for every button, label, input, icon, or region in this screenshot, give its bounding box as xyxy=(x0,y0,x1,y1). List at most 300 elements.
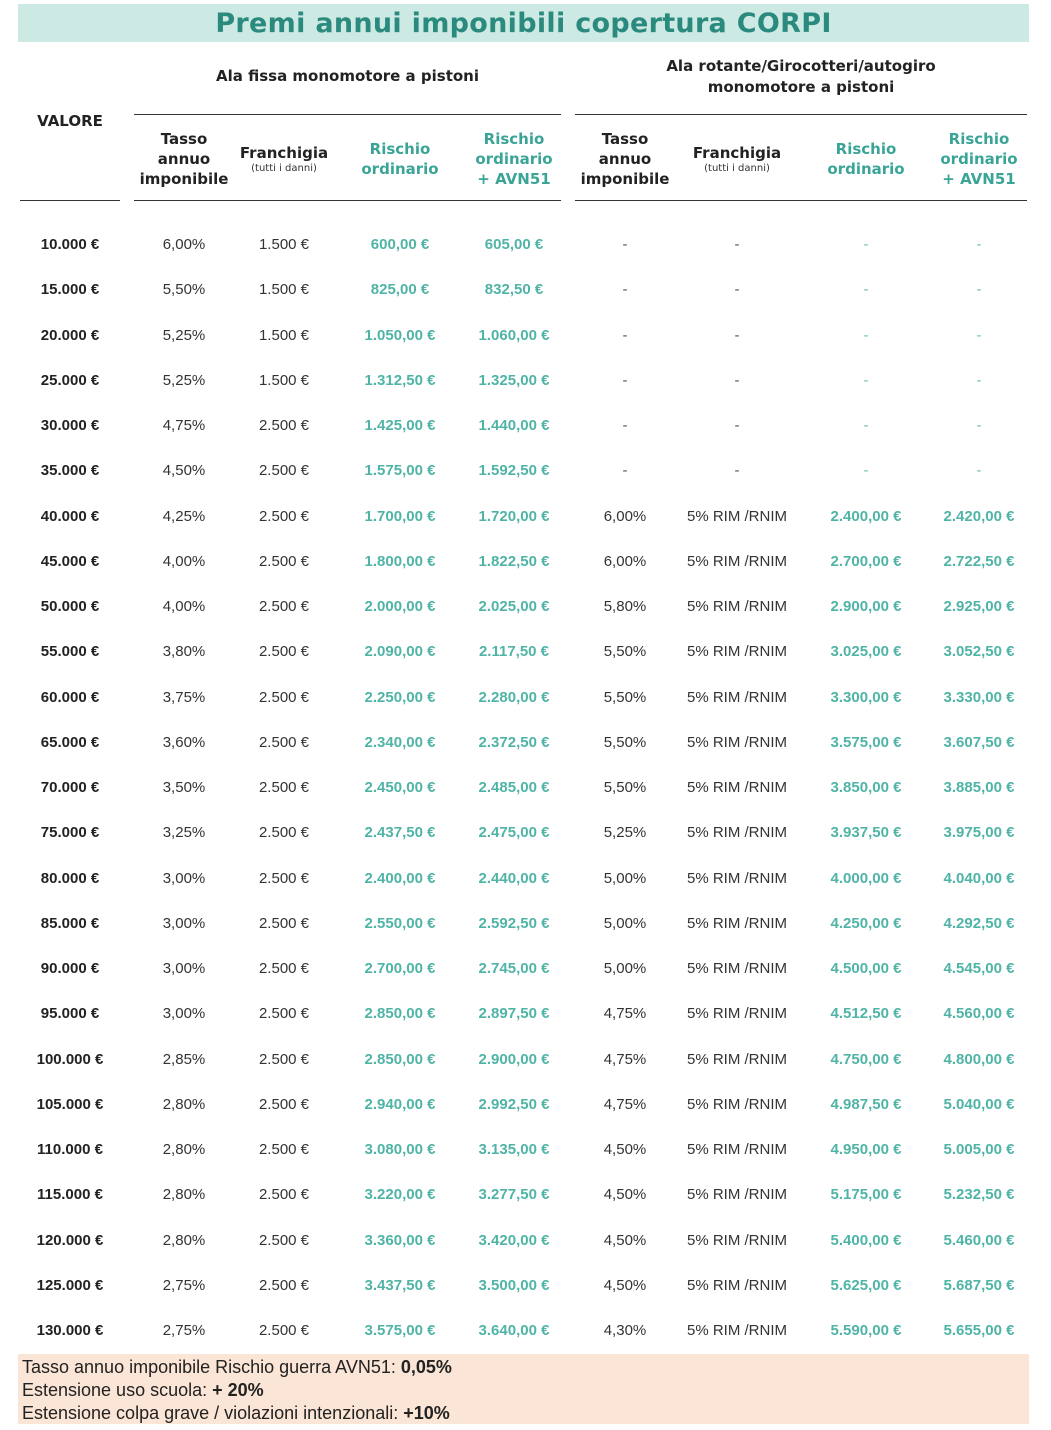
header-tasso-1-l2: annuo xyxy=(157,150,211,168)
cell-rischio-ala-rotante: 5.175,00 € xyxy=(830,1186,902,1204)
table-row xyxy=(0,222,1051,267)
header-tasso-1 xyxy=(134,126,234,192)
cell-franchigia-ala-fissa: 2.500 € xyxy=(258,1050,310,1068)
header-franchigia-1 xyxy=(234,126,334,192)
cell-rischio-ala-fissa: 3.080,00 € xyxy=(364,1141,436,1158)
cell-rischio-ala-fissa: 2.340,00 € xyxy=(364,733,436,751)
cell-rischio-ala-fissa: 1.800,00 € xyxy=(364,552,436,570)
note-value: +10% xyxy=(403,1403,450,1423)
table-row xyxy=(0,358,1051,403)
cell-franchigia-ala-fissa: 2.500 € xyxy=(258,552,310,570)
cell-avn51-ala-fissa: 1.440,00 € xyxy=(478,417,550,434)
cell-rischio-ala-fissa: 2.850,00 € xyxy=(364,1005,436,1023)
cell-tasso-ala-fissa: 4,00% xyxy=(162,552,206,570)
cell-avn51-ala-rotante: - xyxy=(976,236,982,253)
cell-rischio-ala-rotante: 5.590,00 € xyxy=(830,1322,902,1339)
cell-tasso-ala-fissa: 5,25% xyxy=(162,371,206,389)
cell-avn51-ala-fissa: 1.325,00 € xyxy=(478,371,550,389)
cell-rischio-ala-rotante: 5.625,00 € xyxy=(830,1276,902,1294)
cell-tasso-ala-fissa: 6,00% xyxy=(162,236,206,253)
cell-tasso-ala-fissa: 5,50% xyxy=(162,281,206,299)
cell-rischio-ala-rotante: 4.950,00 € xyxy=(830,1141,902,1158)
header-rischio-2-l2: ordinario xyxy=(827,160,905,178)
cell-tasso-ala-rotante: 5,80% xyxy=(603,598,647,615)
cell-tasso-ala-fissa: 5,25% xyxy=(162,326,206,344)
cell-avn51-ala-fissa: 1.822,50 € xyxy=(478,552,550,570)
cell-franchigia-ala-rotante: 5% RIM /RNIM xyxy=(686,869,787,887)
cell-tasso-ala-rotante: 6,00% xyxy=(603,507,647,525)
table-row xyxy=(0,313,1051,358)
table-row xyxy=(0,810,1051,855)
cell-tasso-ala-rotante: 4,50% xyxy=(603,1141,647,1158)
header-avn-1-l1: Rischio xyxy=(483,130,545,148)
cell-franchigia-ala-fissa: 2.500 € xyxy=(258,824,310,842)
cell-tasso-ala-rotante: 5,50% xyxy=(603,688,647,706)
note-line xyxy=(22,1379,1025,1402)
cell-rischio-ala-rotante: 4.250,00 € xyxy=(830,914,902,932)
cell-tasso-ala-rotante: 5,50% xyxy=(603,643,647,661)
cell-tasso-ala-fissa: 4,75% xyxy=(162,417,206,434)
cell-rischio-ala-rotante: 3.850,00 € xyxy=(830,779,902,796)
cell-tasso-ala-fissa: 3,25% xyxy=(162,824,206,842)
cell-tasso-ala-rotante: 5,25% xyxy=(603,824,647,842)
cell-rischio-ala-rotante: 2.700,00 € xyxy=(830,552,902,570)
cell-avn51-ala-fissa: 2.475,00 € xyxy=(478,824,550,842)
cell-franchigia-ala-rotante: 5% RIM /RNIM xyxy=(686,598,787,615)
table-row xyxy=(0,1172,1051,1217)
cell-tasso-ala-rotante: - xyxy=(622,462,628,480)
cell-avn51-ala-fissa: 3.277,50 € xyxy=(478,1186,550,1204)
cell-avn51-ala-rotante: 5.232,50 € xyxy=(943,1186,1015,1204)
cell-valore: 60.000 € xyxy=(40,688,100,706)
cell-avn51-ala-fissa: 605,00 € xyxy=(484,236,544,253)
cell-avn51-ala-rotante: - xyxy=(976,281,982,299)
cell-franchigia-ala-fissa: 2.500 € xyxy=(258,598,310,615)
cell-avn51-ala-fissa: 2.280,00 € xyxy=(478,688,550,706)
cell-avn51-ala-rotante: 5.460,00 € xyxy=(943,1231,1015,1249)
cell-tasso-ala-fissa: 2,80% xyxy=(162,1231,206,1249)
cell-franchigia-ala-rotante: 5% RIM /RNIM xyxy=(686,1095,787,1113)
cell-valore: 20.000 € xyxy=(40,326,100,344)
cell-avn51-ala-rotante: 5.040,00 € xyxy=(943,1095,1015,1113)
cell-valore: 80.000 € xyxy=(40,869,100,887)
cell-avn51-ala-fissa: 2.117,50 € xyxy=(478,643,550,661)
cell-franchigia-ala-rotante: 5% RIM /RNIM xyxy=(686,1231,787,1249)
header-tasso-1-l3: imponibile xyxy=(139,170,229,188)
cell-tasso-ala-fissa: 3,00% xyxy=(162,914,206,932)
header-tasso-2 xyxy=(575,126,675,192)
cell-tasso-ala-rotante: 4,75% xyxy=(603,1095,647,1113)
cell-avn51-ala-rotante: 5.687,50 € xyxy=(943,1276,1015,1294)
cell-franchigia-ala-fissa: 2.500 € xyxy=(258,688,310,706)
cell-tasso-ala-rotante: - xyxy=(622,236,628,253)
cell-valore: 25.000 € xyxy=(40,371,100,389)
divider-valore-bottom xyxy=(20,200,120,201)
cell-rischio-ala-fissa: 1.312,50 € xyxy=(364,371,436,389)
cell-tasso-ala-rotante: 4,75% xyxy=(603,1050,647,1068)
cell-avn51-ala-rotante: 5.005,00 € xyxy=(943,1141,1015,1158)
cell-rischio-ala-rotante: 4.512,50 € xyxy=(830,1005,902,1023)
header-avn-2-l3: + AVN51 xyxy=(942,170,1016,188)
header-tasso-1-l1: Tasso xyxy=(160,130,208,148)
cell-valore: 100.000 € xyxy=(36,1050,104,1068)
cell-avn51-ala-fissa: 832,50 € xyxy=(484,281,544,299)
cell-rischio-ala-rotante: 4.750,00 € xyxy=(830,1050,902,1068)
cell-avn51-ala-fissa: 2.485,00 € xyxy=(478,779,550,796)
header-franchigia-1-sub: (tutti i danni) xyxy=(251,163,317,174)
cell-tasso-ala-fissa: 3,75% xyxy=(162,688,206,706)
table-row xyxy=(0,1218,1051,1263)
cell-avn51-ala-rotante: 5.655,00 € xyxy=(943,1322,1015,1339)
cell-franchigia-ala-rotante: 5% RIM /RNIM xyxy=(686,643,787,661)
cell-rischio-ala-fissa: 3.575,00 € xyxy=(364,1322,436,1339)
cell-franchigia-ala-fissa: 2.500 € xyxy=(258,417,310,434)
cell-rischio-ala-fissa: 1.700,00 € xyxy=(364,507,436,525)
header-rischio-2-l1: Rischio xyxy=(835,140,897,158)
cell-tasso-ala-fissa: 2,80% xyxy=(162,1095,206,1113)
cell-avn51-ala-fissa: 3.420,00 € xyxy=(478,1231,550,1249)
cell-avn51-ala-fissa: 3.135,00 € xyxy=(478,1141,550,1158)
cell-avn51-ala-fissa: 2.745,00 € xyxy=(478,960,550,977)
cell-rischio-ala-rotante: 5.400,00 € xyxy=(830,1231,902,1249)
cell-rischio-ala-fissa: 2.700,00 € xyxy=(364,960,436,977)
cell-tasso-ala-rotante: - xyxy=(622,417,628,434)
header-tasso-2-l3: imponibile xyxy=(580,170,670,188)
header-tasso-2-l2: annuo xyxy=(598,150,652,168)
cell-rischio-ala-rotante: 2.900,00 € xyxy=(830,598,902,615)
table-row xyxy=(0,1263,1051,1308)
title-bar xyxy=(18,4,1029,42)
cell-valore: 85.000 € xyxy=(40,914,100,932)
cell-valore: 45.000 € xyxy=(40,552,100,570)
cell-franchigia-ala-fissa: 2.500 € xyxy=(258,1005,310,1023)
cell-tasso-ala-rotante: - xyxy=(622,281,628,299)
cell-franchigia-ala-rotante: 5% RIM /RNIM xyxy=(686,1276,787,1294)
cell-avn51-ala-fissa: 2.592,50 € xyxy=(478,914,550,932)
cell-avn51-ala-fissa: 1.720,00 € xyxy=(478,507,550,525)
cell-avn51-ala-rotante: - xyxy=(976,326,982,344)
cell-franchigia-ala-fissa: 2.500 € xyxy=(258,507,310,525)
cell-avn51-ala-rotante: 3.330,00 € xyxy=(943,688,1015,706)
cell-rischio-ala-rotante: - xyxy=(863,326,869,344)
cell-rischio-ala-fissa: 2.550,00 € xyxy=(364,914,436,932)
table-row xyxy=(0,1308,1051,1353)
cell-tasso-ala-rotante: - xyxy=(622,326,628,344)
cell-franchigia-ala-fissa: 2.500 € xyxy=(258,779,310,796)
cell-avn51-ala-fissa: 2.897,50 € xyxy=(478,1005,550,1023)
cell-rischio-ala-fissa: 3.220,00 € xyxy=(364,1186,436,1204)
cell-avn51-ala-rotante: 4.292,50 € xyxy=(943,914,1015,932)
header-avn-1-l3: + AVN51 xyxy=(477,170,551,188)
cell-valore: 10.000 € xyxy=(40,236,100,253)
table-row xyxy=(0,584,1051,629)
cell-avn51-ala-rotante: 4.800,00 € xyxy=(943,1050,1015,1068)
cell-rischio-ala-rotante: 3.575,00 € xyxy=(830,733,902,751)
cell-franchigia-ala-fissa: 2.500 € xyxy=(258,462,310,480)
cell-rischio-ala-rotante: 2.400,00 € xyxy=(830,507,902,525)
cell-franchigia-ala-rotante: 5% RIM /RNIM xyxy=(686,1050,787,1068)
table-row xyxy=(0,539,1051,584)
cell-rischio-ala-fissa: 2.400,00 € xyxy=(364,869,436,887)
cell-franchigia-ala-fissa: 1.500 € xyxy=(258,371,310,389)
cell-avn51-ala-fissa: 2.440,00 € xyxy=(478,869,550,887)
cell-franchigia-ala-rotante: - xyxy=(734,281,740,299)
cell-tasso-ala-fissa: 2,80% xyxy=(162,1186,206,1204)
cell-tasso-ala-fissa: 3,60% xyxy=(162,733,206,751)
cell-avn51-ala-rotante: - xyxy=(976,417,982,434)
table-row xyxy=(0,494,1051,539)
cell-franchigia-ala-rotante: 5% RIM /RNIM xyxy=(686,914,787,932)
cell-franchigia-ala-rotante: - xyxy=(734,462,740,480)
cell-franchigia-ala-fissa: 2.500 € xyxy=(258,869,310,887)
cell-franchigia-ala-fissa: 2.500 € xyxy=(258,1231,310,1249)
cell-franchigia-ala-fissa: 1.500 € xyxy=(258,236,310,253)
cell-avn51-ala-rotante: - xyxy=(976,371,982,389)
cell-franchigia-ala-rotante: - xyxy=(734,236,740,253)
cell-tasso-ala-fissa: 3,80% xyxy=(162,643,206,661)
note-line xyxy=(22,1356,1025,1379)
cell-rischio-ala-fissa: 2.850,00 € xyxy=(364,1050,436,1068)
cell-franchigia-ala-rotante: 5% RIM /RNIM xyxy=(686,1322,787,1339)
cell-rischio-ala-rotante: 3.300,00 € xyxy=(830,688,902,706)
cell-tasso-ala-rotante: 5,00% xyxy=(603,869,647,887)
cell-rischio-ala-fissa: 2.940,00 € xyxy=(364,1095,436,1113)
cell-valore: 105.000 € xyxy=(36,1095,104,1113)
header-tasso-2-l1: Tasso xyxy=(601,130,649,148)
cell-tasso-ala-fissa: 4,25% xyxy=(162,507,206,525)
header-valore: VALORE xyxy=(37,112,103,130)
cell-valore: 95.000 € xyxy=(40,1005,100,1023)
cell-avn51-ala-rotante: 4.545,00 € xyxy=(943,960,1015,977)
page-title: Premi annui imponibili copertura CORPI xyxy=(215,7,832,39)
cell-tasso-ala-fissa: 3,00% xyxy=(162,1005,206,1023)
header-group-ala-fissa: Ala fissa monomotore a pistoni xyxy=(216,67,479,85)
cell-valore: 115.000 € xyxy=(37,1186,103,1204)
cell-franchigia-ala-rotante: 5% RIM /RNIM xyxy=(686,507,787,525)
cell-avn51-ala-fissa: 3.640,00 € xyxy=(478,1322,550,1339)
table-row xyxy=(0,675,1051,720)
note-label: Tasso annuo imponibile Rischio guerra AVN51: xyxy=(22,1357,401,1377)
cell-tasso-ala-fissa: 2,75% xyxy=(162,1322,206,1339)
header-rischio-1-l2: ordinario xyxy=(361,160,439,178)
cell-avn51-ala-fissa: 2.992,50 € xyxy=(478,1095,550,1113)
cell-avn51-ala-fissa: 2.900,00 € xyxy=(478,1050,550,1068)
header-group-ala-rotante xyxy=(575,56,1027,98)
note-value: + 20% xyxy=(212,1380,264,1400)
header-avn-2-l2: ordinario xyxy=(940,150,1018,168)
cell-tasso-ala-rotante: 5,00% xyxy=(603,914,647,932)
cell-valore: 40.000 € xyxy=(40,507,100,525)
table-row xyxy=(0,1127,1051,1172)
divider-group2-bottom xyxy=(575,200,1027,201)
cell-avn51-ala-rotante: 2.925,00 € xyxy=(943,598,1015,615)
cell-valore: 50.000 € xyxy=(40,598,100,615)
header-avn-2 xyxy=(920,126,1038,192)
cell-valore: 65.000 € xyxy=(40,733,100,751)
table-row xyxy=(0,403,1051,448)
cell-rischio-ala-rotante: - xyxy=(863,371,869,389)
cell-franchigia-ala-rotante: 5% RIM /RNIM xyxy=(686,733,787,751)
cell-tasso-ala-rotante: - xyxy=(622,371,628,389)
cell-franchigia-ala-rotante: 5% RIM /RNIM xyxy=(686,779,787,796)
header-avn-2-l1: Rischio xyxy=(948,130,1010,148)
cell-rischio-ala-fissa: 1.050,00 € xyxy=(364,326,436,344)
cell-avn51-ala-rotante: 4.560,00 € xyxy=(943,1005,1015,1023)
cell-avn51-ala-fissa: 3.500,00 € xyxy=(478,1276,550,1294)
header-franchigia-1-label: Franchigia xyxy=(239,144,329,162)
cell-tasso-ala-fissa: 4,00% xyxy=(162,598,206,615)
cell-valore: 35.000 € xyxy=(40,462,100,480)
header-avn-1-l2: ordinario xyxy=(475,150,553,168)
header-group2-line1: Ala rotante/Girocotteri/autogiro xyxy=(666,57,936,75)
cell-tasso-ala-fissa: 4,50% xyxy=(162,462,206,480)
note-line xyxy=(22,1402,1025,1425)
cell-avn51-ala-fissa: 1.592,50 € xyxy=(478,462,550,480)
cell-rischio-ala-rotante: - xyxy=(863,236,869,253)
cell-valore: 15.000 € xyxy=(40,281,100,299)
cell-rischio-ala-rotante: 4.987,50 € xyxy=(830,1095,902,1113)
cell-valore: 125.000 € xyxy=(36,1276,104,1294)
cell-tasso-ala-rotante: 4,50% xyxy=(603,1276,647,1294)
cell-avn51-ala-rotante: 3.885,00 € xyxy=(943,779,1015,796)
table-row xyxy=(0,901,1051,946)
note-value: 0,05% xyxy=(400,1357,452,1377)
cell-rischio-ala-rotante: - xyxy=(863,462,869,480)
cell-valore: 130.000 € xyxy=(36,1322,104,1339)
cell-rischio-ala-rotante: 3.025,00 € xyxy=(830,643,902,661)
cell-avn51-ala-rotante: 2.722,50 € xyxy=(943,552,1015,570)
cell-tasso-ala-fissa: 2,80% xyxy=(162,1141,206,1158)
header-franchigia-2-label: Franchigia xyxy=(692,144,782,162)
cell-avn51-ala-rotante: 3.052,50 € xyxy=(943,643,1015,661)
cell-franchigia-ala-rotante: - xyxy=(734,417,740,434)
cell-tasso-ala-fissa: 2,85% xyxy=(162,1050,206,1068)
table-row xyxy=(0,267,1051,312)
notes-box xyxy=(18,1354,1029,1424)
cell-rischio-ala-rotante: 3.937,50 € xyxy=(830,824,902,842)
note-label: Estensione uso scuola: xyxy=(22,1380,213,1400)
cell-tasso-ala-rotante: 4,50% xyxy=(603,1231,647,1249)
cell-valore: 75.000 € xyxy=(40,824,100,842)
cell-tasso-ala-fissa: 2,75% xyxy=(162,1276,206,1294)
cell-rischio-ala-fissa: 3.360,00 € xyxy=(364,1231,436,1249)
cell-valore: 90.000 € xyxy=(40,960,100,977)
cell-tasso-ala-rotante: 4,30% xyxy=(603,1322,647,1339)
cell-rischio-ala-rotante: 4.500,00 € xyxy=(830,960,902,977)
cell-avn51-ala-fissa: 1.060,00 € xyxy=(478,326,550,344)
cell-rischio-ala-fissa: 2.000,00 € xyxy=(364,598,436,615)
cell-franchigia-ala-fissa: 1.500 € xyxy=(258,281,310,299)
header-rischio-1 xyxy=(342,126,458,192)
cell-rischio-ala-fissa: 600,00 € xyxy=(370,236,430,253)
cell-tasso-ala-rotante: 5,50% xyxy=(603,779,647,796)
table-row xyxy=(0,946,1051,991)
cell-rischio-ala-fissa: 2.090,00 € xyxy=(364,643,436,661)
table-row xyxy=(0,629,1051,674)
cell-rischio-ala-fissa: 2.250,00 € xyxy=(364,688,436,706)
table-row xyxy=(0,991,1051,1036)
cell-rischio-ala-fissa: 2.450,00 € xyxy=(364,779,436,796)
cell-franchigia-ala-rotante: - xyxy=(734,371,740,389)
cell-avn51-ala-rotante: 3.975,00 € xyxy=(943,824,1015,842)
cell-franchigia-ala-rotante: 5% RIM /RNIM xyxy=(686,1005,787,1023)
cell-rischio-ala-fissa: 825,00 € xyxy=(370,281,430,299)
cell-franchigia-ala-fissa: 2.500 € xyxy=(258,1095,310,1113)
header-franchigia-2 xyxy=(677,126,797,192)
header-rischio-1-l1: Rischio xyxy=(369,140,431,158)
cell-franchigia-ala-fissa: 1.500 € xyxy=(258,326,310,344)
divider-group2-top xyxy=(575,114,1027,115)
cell-avn51-ala-rotante: 2.420,00 € xyxy=(943,507,1015,525)
table-row xyxy=(0,448,1051,493)
header-rischio-2 xyxy=(808,126,924,192)
header-franchigia-2-sub: (tutti i danni) xyxy=(704,163,770,174)
table-row xyxy=(0,856,1051,901)
table-row xyxy=(0,1037,1051,1082)
table-row xyxy=(0,720,1051,765)
cell-franchigia-ala-rotante: - xyxy=(734,326,740,344)
cell-tasso-ala-rotante: 5,00% xyxy=(603,960,647,977)
table-row xyxy=(0,765,1051,810)
cell-franchigia-ala-fissa: 2.500 € xyxy=(258,1186,310,1204)
cell-rischio-ala-rotante: 4.000,00 € xyxy=(830,869,902,887)
cell-franchigia-ala-rotante: 5% RIM /RNIM xyxy=(686,1186,787,1204)
cell-valore: 55.000 € xyxy=(40,643,100,661)
cell-franchigia-ala-fissa: 2.500 € xyxy=(258,1322,310,1339)
cell-tasso-ala-fissa: 3,00% xyxy=(162,869,206,887)
divider-group1-bottom xyxy=(134,200,561,201)
header-group2-line2: monomotore a pistoni xyxy=(707,78,895,96)
cell-franchigia-ala-fissa: 2.500 € xyxy=(258,733,310,751)
cell-tasso-ala-fissa: 3,50% xyxy=(162,779,206,796)
cell-tasso-ala-rotante: 5,50% xyxy=(603,733,647,751)
cell-franchigia-ala-fissa: 2.500 € xyxy=(258,960,310,977)
cell-avn51-ala-fissa: 2.025,00 € xyxy=(478,598,550,615)
cell-tasso-ala-rotante: 4,50% xyxy=(603,1186,647,1204)
cell-tasso-ala-rotante: 4,75% xyxy=(603,1005,647,1023)
divider-group1-top xyxy=(134,114,561,115)
cell-franchigia-ala-rotante: 5% RIM /RNIM xyxy=(686,688,787,706)
cell-tasso-ala-fissa: 3,00% xyxy=(162,960,206,977)
header-avn-1 xyxy=(456,126,572,192)
cell-rischio-ala-fissa: 1.575,00 € xyxy=(364,462,436,480)
cell-franchigia-ala-rotante: 5% RIM /RNIM xyxy=(686,824,787,842)
cell-valore: 110.000 € xyxy=(37,1141,103,1158)
cell-valore: 70.000 € xyxy=(40,779,100,796)
cell-rischio-ala-fissa: 1.425,00 € xyxy=(364,417,436,434)
cell-rischio-ala-rotante: - xyxy=(863,281,869,299)
cell-franchigia-ala-fissa: 2.500 € xyxy=(258,1276,310,1294)
cell-rischio-ala-fissa: 3.437,50 € xyxy=(364,1276,436,1294)
table-row xyxy=(0,1082,1051,1127)
cell-avn51-ala-rotante: 3.607,50 € xyxy=(943,733,1015,751)
cell-franchigia-ala-rotante: 5% RIM /RNIM xyxy=(686,1141,787,1158)
cell-rischio-ala-fissa: 2.437,50 € xyxy=(364,824,436,842)
cell-franchigia-ala-rotante: 5% RIM /RNIM xyxy=(686,552,787,570)
cell-franchigia-ala-fissa: 2.500 € xyxy=(258,643,310,661)
cell-rischio-ala-rotante: - xyxy=(863,417,869,434)
cell-franchigia-ala-fissa: 2.500 € xyxy=(258,1141,310,1158)
cell-avn51-ala-rotante: 4.040,00 € xyxy=(943,869,1015,887)
cell-valore: 120.000 € xyxy=(36,1231,104,1249)
cell-franchigia-ala-rotante: 5% RIM /RNIM xyxy=(686,960,787,977)
cell-tasso-ala-rotante: 6,00% xyxy=(603,552,647,570)
note-label: Estensione colpa grave / violazioni intenzionali: xyxy=(22,1403,404,1423)
cell-valore: 30.000 € xyxy=(40,417,100,434)
cell-avn51-ala-fissa: 2.372,50 € xyxy=(478,733,550,751)
cell-franchigia-ala-fissa: 2.500 € xyxy=(258,914,310,932)
cell-avn51-ala-rotante: - xyxy=(976,462,982,480)
